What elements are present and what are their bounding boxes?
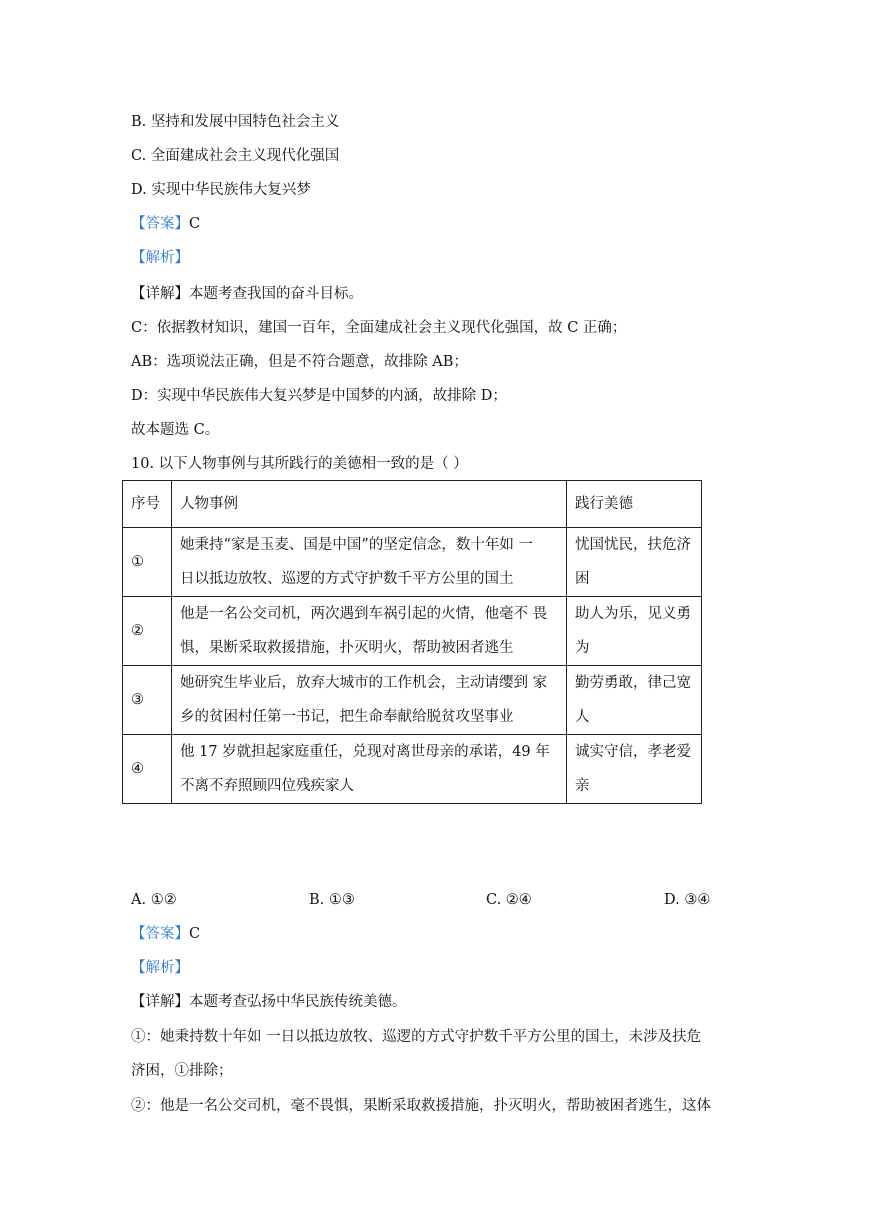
row-virtue: 勤劳勇敢，律己宽 人 [567, 666, 702, 735]
q10-line: ②：他是一名公交司机，毫不畏惧，果断采取救援措施，扑灭明火，帮助被困者逃生，这体 [131, 1098, 711, 1114]
row-virtue: 助人为乐，见义勇 为 [567, 597, 702, 666]
q10-option-d: D. ③④ [664, 892, 711, 908]
header-virtue: 践行美德 [567, 481, 702, 528]
q10-line: 济困，①排除； [131, 1063, 233, 1079]
q9-line: C：依据教材知识，建国一百年，全面建成社会主义现代化强国，故 C 正确； [131, 320, 627, 336]
row-no: ① [123, 528, 172, 597]
table-row [123, 666, 702, 735]
row-case: 她秉持“家是玉麦、国是中国”的坚定信念，数十年如 一 日以抵边放牧、巡逻的方式守护数千平方公里的国土 [172, 528, 567, 597]
row-virtue: 诚实守信，孝老爱 亲 [567, 735, 702, 804]
header-case: 人物事例 [172, 481, 567, 528]
table-row [123, 528, 702, 597]
row-no: ③ [123, 666, 172, 735]
table-header-row [123, 481, 702, 528]
option-c: C. 全面建成社会主义现代化强国 [131, 148, 340, 164]
q9-line: 故本题选 C。 [131, 422, 220, 438]
q10-line: ①：她秉持数十年如 一日以抵边放牧、巡逻的方式守护数千平方公里的国土，未涉及扶危 [131, 1029, 702, 1045]
option-d: D. 实现中华民族伟大复兴梦 [131, 182, 311, 198]
header-no: 序号 [123, 481, 172, 528]
answer-value: C [189, 216, 201, 232]
q9-analysis-tag: 【解析】 [131, 250, 189, 266]
q10-option-a: A. ①② [131, 892, 177, 908]
row-case: 她研究生毕业后，放弃大城市的工作机会，主动请缨到 家 乡的贫困村任第一书记，把生命奉献给脱贫攻坚事业 [172, 666, 567, 735]
row-no: ④ [123, 735, 172, 804]
table-row [123, 735, 702, 804]
answer-tag: 【答案】 [131, 926, 189, 942]
virtue-table [122, 480, 702, 804]
q10-answer [131, 924, 200, 944]
q9-line: AB：选项说法正确，但是不符合题意，故排除 AB； [131, 354, 468, 370]
q10-option-b: B. ①③ [309, 892, 355, 908]
row-case: 他是一名公交司机，两次遇到车祸引起的火情，他毫不 畏 惧，果断采取救援措施，扑灭明火，帮助被困者逃生 [172, 597, 567, 666]
answer-value: C [189, 926, 201, 942]
answer-tag: 【答案】 [131, 216, 189, 232]
q10-option-c: C. ②④ [486, 892, 532, 908]
row-no: ② [123, 597, 172, 666]
q9-answer [131, 214, 200, 234]
q10-detail: 【详解】本题考查弘扬中华民族传统美德。 [131, 994, 407, 1010]
q10-stem: 10. 以下人物事例与其所践行的美德相一致的是（ ） [131, 456, 468, 472]
q9-detail: 【详解】本题考查我国的奋斗目标。 [131, 286, 363, 302]
q10-analysis-tag: 【解析】 [131, 960, 189, 976]
row-virtue: 忧国忧民，扶危济 困 [567, 528, 702, 597]
row-case: 他 17 岁就担起家庭重任，兑现对离世母亲的承诺，49 年 不离不弃照顾四位残疾家人 [172, 735, 567, 804]
q9-line: D：实现中华民族伟大复兴梦是中国梦的内涵，故排除 D； [131, 388, 507, 404]
option-b: B. 坚持和发展中国特色社会主义 [131, 114, 340, 130]
table-row [123, 597, 702, 666]
